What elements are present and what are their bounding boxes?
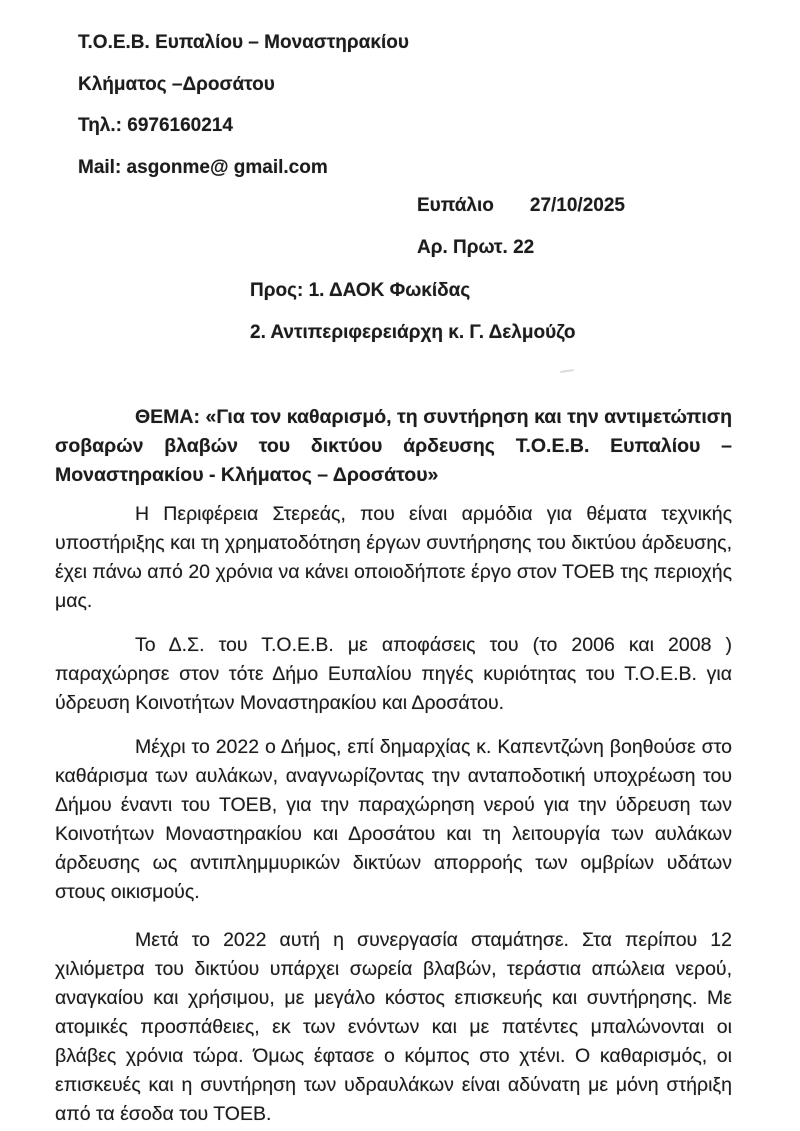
issue-place: Ευπάλιο bbox=[417, 195, 494, 216]
body-paragraph-3: Μέχρι το 2022 ο Δήμος, επί δημαρχίας κ. Καπεντζώνη βοηθούσε στο καθάρισμα των αυλάκων, αναγνωρίζοντας την ανταποδοτική υποχρέωση του Δήμου έναντι του ΤΟΕΒ, για την παραχώρηση νερού για την ύδρευση των Κοινοτήτων Μοναστηρακίου και Δροσάτου και τη λειτουργία των αυλάκων άρδευσης ως αντιπλημμυρικών δικτύων απορροής των ομβρίων υδάτων στους οικισμούς. bbox=[55, 736, 732, 903]
issue-block bbox=[417, 185, 625, 269]
sender-email: Mail: asgonme@ gmail.com bbox=[78, 156, 328, 178]
sender-organization-line1: Τ.Ο.Ε.Β. Ευπαλίου – Μοναστηρακίου bbox=[78, 32, 409, 53]
sender-phone: Τηλ.: 6976160214 bbox=[78, 115, 233, 136]
body-paragraph-2: Το Δ.Σ. του Τ.Ο.Ε.Β. με αποφάσεις του (το 2006 και 2008 ) παραχώρησε στον τότε Δήμο Ευπαλίου πηγές κυριότητας του Τ.Ο.Ε.Β. για ύδρευση Κοινοτήτων Μοναστηρακίου και Δροσάτου. bbox=[55, 634, 732, 714]
issue-date: 27/10/2025 bbox=[529, 195, 625, 216]
protocol-number-line: Αρ. Πρωτ. 22 bbox=[417, 237, 535, 258]
recipient-line-1: Προς: 1. ΔΑΟΚ Φωκίδας bbox=[250, 280, 471, 301]
recipients-block bbox=[250, 270, 575, 354]
scan-noise-mark bbox=[560, 369, 574, 373]
recipient-line-2: 2. Αντιπεριφερειάρχη κ. Γ. Δελμούζο bbox=[250, 322, 576, 343]
issue-place-date-line bbox=[417, 185, 625, 227]
sender-organization-line2: Κλήματος –Δροσάτου bbox=[78, 73, 275, 95]
body-paragraph-4: Μετά το 2022 αυτή η συνεργασία σταμάτησε. Στα περίπου 12 χιλιόμετρα του δικτύου υπάρχει σωρεία βλαβών, τεράστια απώλεια νερού, αναγκαίου και χρήσιμου, με μεγάλο κόστος επισκευής και συντήρησης. Με ατομικές προσπάθειες, εκ των ενόντων και με πατέντες μπαλώνονται οι βλάβες χρόνια τώρα. Όμως έφτασε ο κόμπος στο χτένι. Ο καθαρισμός, οι επισκευές και η συντήρηση των υδραυλάκων είναι αδύνατη με μόνη στήριξη από τα έσοδα του ΤΟΕΒ. bbox=[55, 929, 732, 1125]
sender-block bbox=[78, 22, 409, 188]
subject-paragraph: ΘΕΜΑ: «Για τον καθαρισμό, τη συντήρηση και την αντιμετώπιση σοβαρών βλαβών του δικτύου άρδευσης Τ.Ο.Ε.Β. Ευπαλίου – Μοναστηρακίου - Κλήματος – Δροσάτου» bbox=[55, 406, 732, 486]
body-paragraph-1: Η Περιφέρεια Στερεάς, που είναι αρμόδια για θέματα τεχνικής υποστήριξης και τη χρηματοδότηση έργων συντήρησης του δικτύου άρδευσης, έχει πάνω από 20 χρόνια να κάνει οποιοδήποτε έργο στον ΤΟΕΒ της περιοχής μας. bbox=[55, 503, 732, 612]
